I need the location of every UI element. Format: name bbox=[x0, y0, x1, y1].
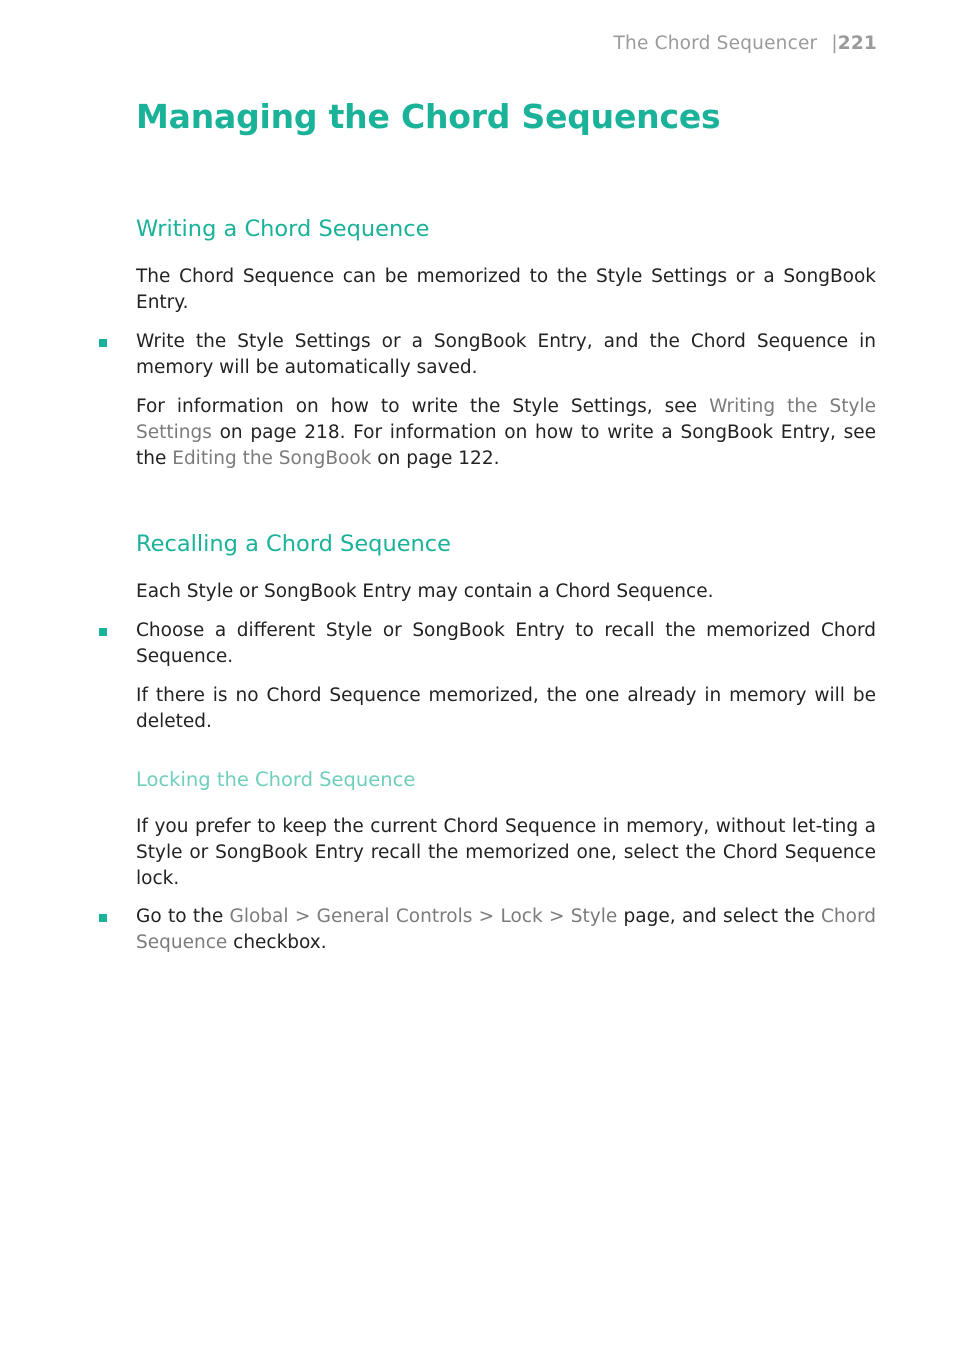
subsection-heading-locking: Locking the Chord Sequence bbox=[136, 768, 416, 791]
paragraph-writing-info: For information on how to write the Style Settings, see Writing the Style Settings on page 218. For information on how to write a SongBook Entry, see the Editing the SongBook on page 122. bbox=[136, 396, 876, 469]
bullet-go-to-lock: Go to the Global > General Controls > Lock > Style page, and select the Chord Sequence checkbox. bbox=[136, 904, 876, 956]
paragraph-recalling-intro: Each Style or SongBook Entry may contain a Chord Sequence. bbox=[136, 581, 714, 602]
page-number: 221 bbox=[837, 33, 877, 54]
bullet-write-settings: Write the Style Settings or a SongBook Entry, and the Chord Sequence in memory will be automatically saved. bbox=[136, 329, 876, 381]
header-separator: | bbox=[831, 33, 838, 54]
paragraph-writing-intro: The Chord Sequence can be memorized to the Style Settings or a SongBook Entry. bbox=[136, 266, 876, 313]
link-editing-songbook[interactable]: Editing the SongBook bbox=[172, 448, 372, 469]
section-heading-recalling: Recalling a Chord Sequence bbox=[136, 531, 452, 557]
page-title: Managing the Chord Sequences bbox=[136, 97, 721, 136]
link-writing-style-settings[interactable]: Writing the Style Settings bbox=[136, 396, 876, 443]
section-heading-writing: Writing a Chord Sequence bbox=[136, 216, 430, 242]
paragraph-recalling-note: If there is no Chord Sequence memorized, the one already in memory will be deleted. bbox=[136, 685, 876, 732]
paragraph-locking-intro: If you prefer to keep the current Chord Sequence in memory, without let-ting a Style or SongBook Entry recall the memorized one, select the Chord Sequence lock. bbox=[136, 816, 876, 889]
path-global-lock-style: Global > General Controls > Lock > Style bbox=[229, 906, 618, 927]
chord-sequence-checkbox-label: Chord Sequence bbox=[136, 906, 876, 953]
chapter-name: The Chord Sequencer bbox=[613, 33, 818, 54]
running-head bbox=[614, 33, 877, 54]
bullet-choose-style: Choose a different Style or SongBook Entry to recall the memorized Chord Sequence. bbox=[136, 618, 876, 670]
